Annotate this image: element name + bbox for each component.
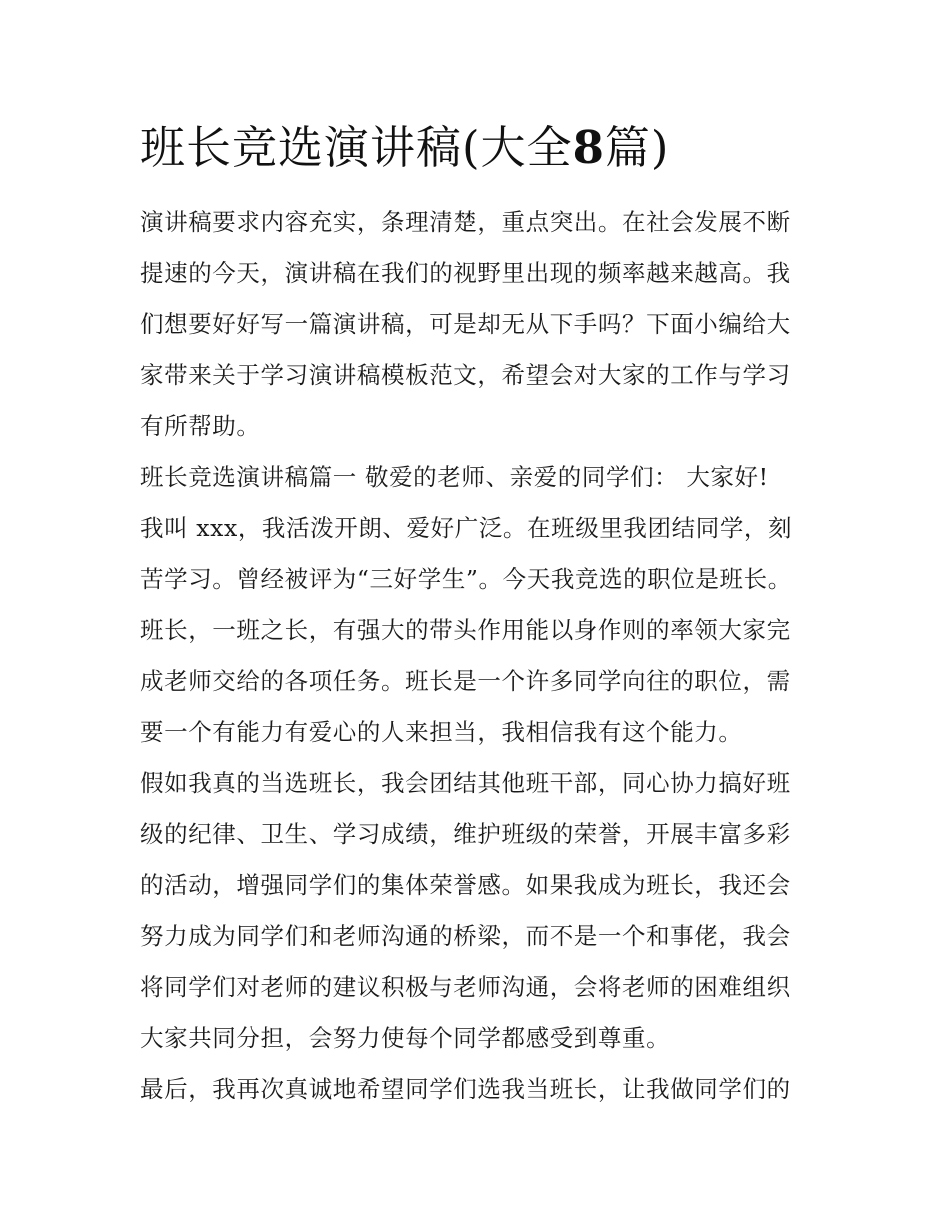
document-body <box>140 197 820 1115</box>
title-suffix: 篇) <box>604 121 670 174</box>
text-line: 成老师交给的各项任务。班长是一个许多同学向往的职位，需 <box>140 667 791 695</box>
paragraph-plans <box>140 758 820 1064</box>
text-line: 提速的今天，演讲稿在我们的视野里出现的频率越来越高。我 <box>140 259 791 287</box>
text-line: 级的纪律、卫生、学习成绩，维护班级的荣誉，开展丰富多彩 <box>140 820 791 848</box>
document-title <box>140 118 840 178</box>
text-line: 假如我真的当选班长，我会团结其他班干部，同心协力搞好班 <box>140 769 791 797</box>
text-line: 班长，一班之长，有强大的带头作用能以身作则的率领大家完 <box>140 616 791 644</box>
title-prefix: 班长竞选演讲稿(大全 <box>140 121 573 174</box>
text-line: 努力成为同学们和老师沟通的桥梁，而不是一个和事佬，我会 <box>140 922 791 950</box>
text-line: 苦学习。曾经被评为“三好学生”。今天我竞选的职位是班长。 <box>140 565 792 593</box>
text-line: 的活动，增强同学们的集体荣誉感。如果我成为班长，我还会 <box>140 871 791 899</box>
text-line: 们想要好好写一篇演讲稿，可是却无从下手吗？下面小编给大 <box>140 310 791 338</box>
paragraph-self-introduction <box>140 503 820 758</box>
text-line: 家带来关于学习演讲稿模板范文，希望会对大家的工作与学习 <box>140 361 791 389</box>
text-line: 班长竞选演讲稿篇一 敬爱的老师、亲爱的同学们： 大家好! <box>140 463 769 491</box>
text-line: 演讲稿要求内容充实，条理清楚，重点突出。在社会发展不断 <box>140 208 791 236</box>
text-line: 要一个有能力有爱心的人来担当，我相信我有这个能力。 <box>140 718 743 746</box>
paragraph-greeting <box>140 452 820 503</box>
paragraph-closing <box>140 1064 820 1115</box>
text-line: 将同学们对老师的建议积极与老师沟通，会将老师的困难组织 <box>140 973 791 1001</box>
text-line: 大家共同分担，会努力使每个同学都感受到尊重。 <box>140 1024 671 1052</box>
paragraph-intro <box>140 197 820 452</box>
text-line: 我叫 xxx，我活泼开朗、爱好广泛。在班级里我团结同学，刻 <box>140 514 793 542</box>
text-line: 最后，我再次真诚地希望同学们选我当班长，让我做同学们的 <box>140 1075 791 1103</box>
text-line: 有所帮助。 <box>140 412 261 440</box>
title-number: 8 <box>572 121 605 174</box>
